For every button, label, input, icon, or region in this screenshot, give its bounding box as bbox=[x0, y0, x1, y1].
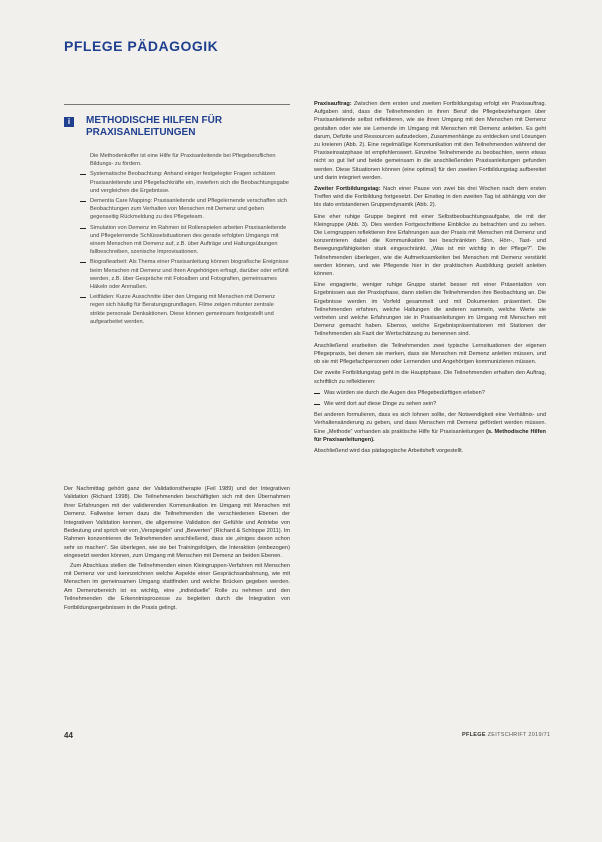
paragraph: Eine eher ruhige Gruppe beginnt mit einer Selbstbeobachtungsaufgabe, die mit der Kleingruppe (Abb. 3). Dies werden Fortgeschrittene Einblicke zu betrachten und zu sehen. Die Lerngruppen reflektieren ihre Erfahrungen aus der Praxis mit Menschen mit Demenz und konzentrieren dabei die Kommunikation bei beschränkten Sinn, Hörr-, Tast- und Bewegungsfähigkeiten stark eingeschränkt. „Was ist mir wichtig in der Pflege?“. Die Teilnehmenden überlegen, wie die Aufmerksamkeiten bei Menschen mit Demenz verstärkt werden können, und wie Pflegende hier in der praktischen Ausbildung gezielt anleiten können. bbox=[314, 213, 546, 278]
info-box-body bbox=[90, 152, 290, 328]
box-top-rule bbox=[64, 104, 290, 105]
paragraph: Eine engagierte, weniger ruhige Gruppe startet besser mit einer Präsentation von Ergebnissen aus der Praxisphase, dann stellen die Teilnehmenden ihre Beobachtung an. Die Ergebnisse werden im Vorfeld gesammelt und mit Dokumenten präsentiert. Die Teilnehmenden erfahren, welche Haltungen die anderen sammeln, welche Werte sie vertreten und welche Erfahrungen sie in Praxisanleitungen im Umgang mit Menschen mit Demenz gemacht haben. Ebenso, welche Ergebnispräsentationen mit Stationen der Teilnehmenden als Fazit der Wertschätzung zu benennen sind. bbox=[314, 282, 546, 338]
dash-bullet bbox=[80, 297, 86, 298]
dash-bullet bbox=[80, 201, 86, 202]
journal-footer: PFLEGE ZEITSCHRIFT 2019/71 bbox=[462, 732, 551, 738]
header-title-part1: PFLEGE bbox=[64, 38, 128, 54]
list-item: Dementia Care Mapping: Praxisanleitende und Pflegelernende verschaffen sich Beobachtungen zum Verhalten von Menschen mit Demenz und geben gegenseitig Rückmeldung zu des Pflegeteam. bbox=[90, 197, 290, 222]
info-box-intro: Die Methodenkoffer ist eine Hilfe für Praxisanleitende bei Pflegeberuflichen Bildungs- zu fördern. bbox=[90, 153, 276, 168]
paragraph: Zweiter Fortbildungstag: Nach einer Pause von zwei bis drei Wochen nach dem ersten Treffen wird die Fortbildung fortgesetzt. Der Einstieg in den zweiten Tag ist abhängig von der bis dato entstandenen Gruppendynamik (Abb. 2). bbox=[314, 186, 546, 209]
dash-bullet bbox=[80, 262, 86, 263]
paragraph: Bei anderen formulieren, dass es sich lohnen sollte, der Notwendigkeit eine Verhältnis- und Verhaltensänderung zu geben, und dass Menschen mit Demenz gefördert werden müssen. Eine „Methode“ vorhanden als praktische Hilfe für Praxisanleitungen (s. Methodische Hilfen für Praxisanleitungen). bbox=[314, 412, 546, 443]
paragraph: Anschließend erarbeiten die Teilnehmenden zwei typische Lernsituationen der eigenen Pflegepraxis, bei denen sie merken, dass sie Menschen mit Demenz anleiten müssen, und ob sie mit Pflegefachpersonen oder Lernenden und Angehörigen kommunizieren müssen. bbox=[314, 342, 546, 366]
list-item: Leitfäden: Kurze Ausschnitte über den Umgang mit Menschen mit Demenz regen sich häufig für Beratungsgrundlagen. Filme zeigen mitunter zentrale strikte personale Denkaktionen. Diese können gemeinsam festgestellt und aufgearbeitet werden. bbox=[90, 293, 290, 326]
paragraph: Der zweite Fortbildungstag geht in die Hauptphase. Die Teilnehmenden erhalten den Auftrag, schriftlich zu reflektieren: bbox=[314, 370, 546, 385]
paragraph: Zum Abschluss stellen die Teilnehmenden einen Kleingruppen-Verfahren mit Menschen mit Demenz vor und kennzeichnen welche Aspekte einer Gesprächsanbahnung, wie mit Menschen im gemeinsamen Umgang stattfinden und welche Brücken gegeben werden. Am Demenzbereich ist es wichtig, eine „individuelle“ Rolle zu nehmen und den Teilnehmenden die Erkenntnisprozesse zu begleiten durch die Integration von Fortbildungsergebnissen in die Praxis gelingt. bbox=[64, 562, 290, 611]
dash-bullet bbox=[80, 228, 86, 229]
dash-item: Was würden sie durch die Augen des Pflegebedürftigen erleben? bbox=[314, 389, 546, 397]
info-icon: i bbox=[64, 117, 74, 127]
list-item: Systematische Beobachtung: Anhand einiger festgelegter Fragen schätzen Praxisanleitende und Pflegefachkräfte ein, inwiefern sich die Beobachtungsgabe und vergleichen die Ergebnisse. bbox=[90, 170, 290, 195]
paragraph: Der Nachmittag gehört ganz der Validationstherapie (Feil 1989) und der Integrativen Validation (Richard 1998). Die Teilnehmenden beschäftigten sich mit den Übernahmen ihrer Erfahrungen mit der validierenden Kommunikation im Umgang mit Menschen mit Demenz. Fallweise lernen dazu die Teilnehmenden die verschiedenen Ebenen der Integrativen Validation kennen, die allgemeine Validation der Gefühle und Antriebe von Bedeutung und sprich wir von „Verspiegeln“ und „Bewerten“ (Richard & Schloppe 2011). Im Rahmen konzentrieren die Teilnehmenden anschließend, dass sie „einiges davon schon sehr so machen“. Sie überlegen, wie sie bei Trainingsfolgen, die Interaktion (einbezogen) eingesetzt werden können, zum Umgang mit Menschen mit Demenz an beiden Ebenen. bbox=[64, 486, 290, 560]
list-item: Simulation von Demenz im Rahmen ist Rollenspielen arbeiten Praxisanleitende und Pflegelernende Schlüsselsituationen des gerade erfolgten Umgangs mit einem Menschen mit Demenz auf, z.B. über Aufträge und Haltungsübungen fallbeschreiben, szenische Improvisationen. bbox=[90, 224, 290, 257]
right-column-text bbox=[314, 100, 546, 458]
list-item: Biografiearbeit: Als Thema einer Praxisanleitung können biografische Ereignisse beim Menschen mit Demenz und ihren Angehörigen erfragt, darüber oder erfühlt werden, z.B. über Gespräche mit Fotoalben und Fotografien, gemeinsames Häkeln oder Anmaßen. bbox=[90, 258, 290, 291]
header-title-part2: PÄDAGOGIK bbox=[127, 38, 219, 54]
info-box-list bbox=[90, 170, 290, 326]
page-header bbox=[64, 38, 218, 54]
paragraph: Praxisauftrag: Zwischen dem ersten und zweiten Fortbildungstag erfolgt ein Praxisauftrag. Aufgaben sind, dass die Teilnehmenden in ihren Beruf die Pflegebeziehungen über Praxisanleitende selbst reflektieren, wie sie ihren Umgang mit den Menschen mit Demenz gestalten oder wie sie Lernende im Umgang mit Menschen mit Demenz anleiten. Es geht darum, Defizite und Ressourcen aufzudecken, Zusammenhänge zu entdecken und Lösungen zu kreieren (Abb. 2). Eine regelmäßige Kommunikation mit den Teilnehmenden während der Praxiseinsatzphase ist empfehlenswert. Einzelne Teilnehmende zu beobachten, wenn etwas nicht so gut lief und beide gemeinsam in die anschließenden Praxisanleitungen gefunden werden. Diese Situationen können (eine optimal) für den zweiten Fortbildungstag aufbereitet und darin integriert werden. bbox=[314, 101, 546, 181]
left-column-text bbox=[64, 485, 290, 613]
paragraph: Abschließend wird das pädagogische Arbeitsheft vorgestellt. bbox=[314, 447, 464, 454]
dash-item: Wie wird dort auf diese Dinge zu sehen sein? bbox=[314, 400, 546, 408]
page-number: 44 bbox=[64, 731, 73, 740]
dash-bullet bbox=[80, 174, 86, 175]
info-box-title: METHODISCHE HILFEN FÜR PRAXISANLEITUNGEN bbox=[86, 115, 223, 138]
